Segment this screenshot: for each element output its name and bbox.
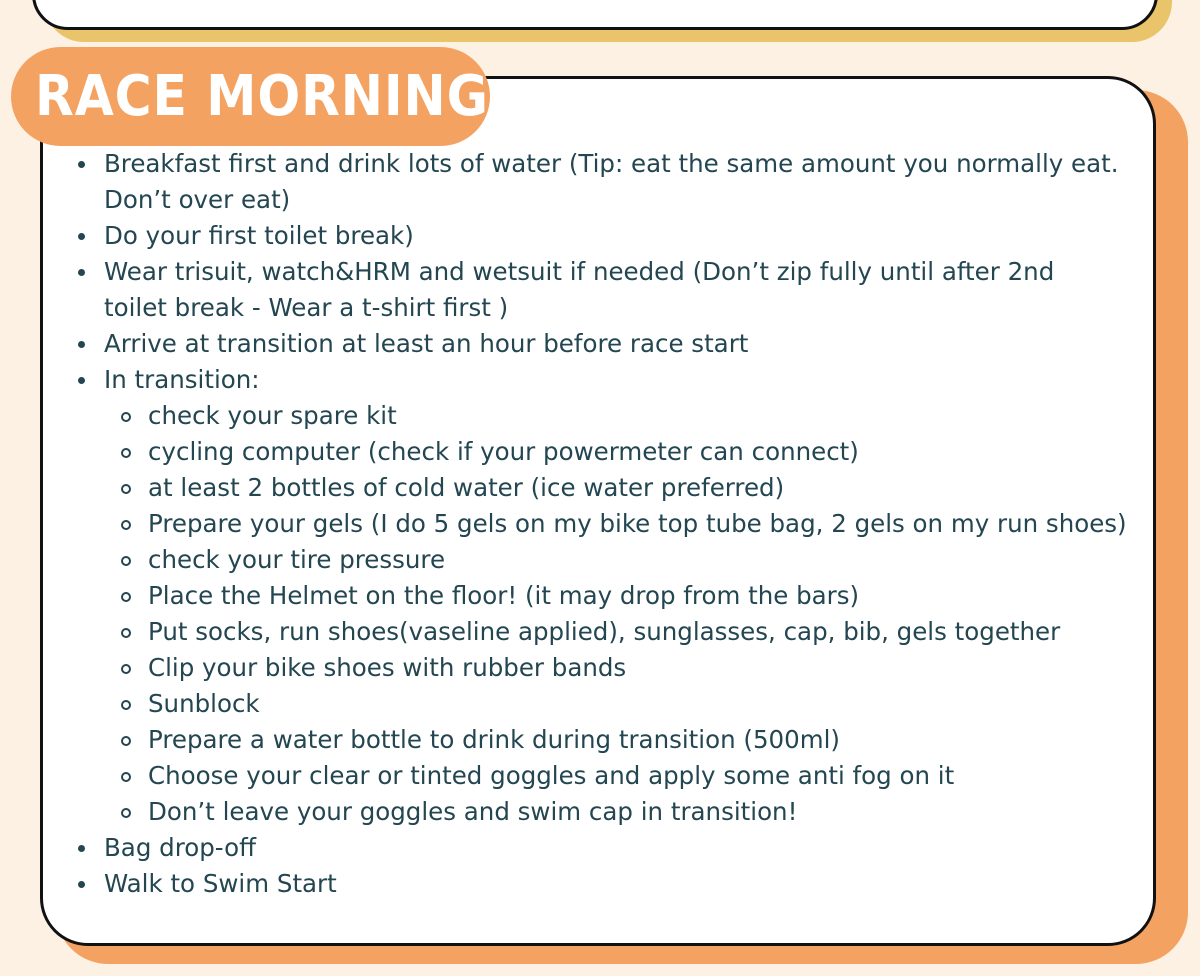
circle-bullet-icon <box>121 808 131 818</box>
circle-bullet-icon <box>121 628 131 638</box>
sub-item-transition-water <box>0 722 1200 758</box>
list-item-text: In transition: <box>104 365 260 394</box>
list-item-bag-drop <box>0 830 1200 866</box>
sub-item-text: Sunblock <box>148 689 260 718</box>
list-item-text: Bag drop-off <box>104 833 256 862</box>
list-item-text: Breakfast first and drink lots of water (Tip: eat the same amount you normally eat. <box>104 149 1119 178</box>
sub-item-text: Clip your bike shoes with rubber bands <box>148 653 627 682</box>
circle-bullet-icon <box>121 520 131 530</box>
bullet-icon <box>78 881 85 888</box>
sub-item-text: at least 2 bottles of cold water (ice water preferred) <box>148 473 785 502</box>
list-item-breakfast <box>0 146 1200 218</box>
list-item-in-transition <box>0 362 1200 398</box>
circle-bullet-icon <box>121 736 131 746</box>
bullet-icon <box>78 377 85 384</box>
list-item-text: Arrive at transition at least an hour before race start <box>104 329 749 358</box>
bullet-icon <box>78 341 85 348</box>
sub-item-text: Don’t leave your goggles and swim cap in transition! <box>148 797 798 826</box>
list-item-text: Walk to Swim Start <box>104 869 337 898</box>
race-morning-checklist <box>0 146 1200 902</box>
sub-item-text: Prepare your gels (I do 5 gels on my bike top tube bag, 2 gels on my run shoes) <box>148 509 1127 538</box>
list-item-wear-trisuit <box>0 254 1200 326</box>
bullet-icon <box>78 233 85 240</box>
sub-item-gels <box>0 506 1200 542</box>
sub-item-run-gear <box>0 614 1200 650</box>
sub-item-helmet <box>0 578 1200 614</box>
list-item-text: toilet break - Wear a t-shirt first ) <box>104 293 509 322</box>
sub-item-text: Prepare a water bottle to drink during transition (500ml) <box>148 725 840 754</box>
section-title: RACE MORNING <box>35 63 489 129</box>
circle-bullet-icon <box>121 664 131 674</box>
circle-bullet-icon <box>121 592 131 602</box>
list-item-text: Wear trisuit, watch&HRM and wetsuit if needed (Don’t zip fully until after 2nd <box>104 257 1055 286</box>
sub-item-text: cycling computer (check if your powermeter can connect) <box>148 437 859 466</box>
sub-item-bike-shoes <box>0 650 1200 686</box>
sub-item-text: check your spare kit <box>148 401 397 430</box>
list-item-arrive-transition <box>0 326 1200 362</box>
sub-item-cycling-computer <box>0 434 1200 470</box>
sub-item-water-bottles <box>0 470 1200 506</box>
section-title-badge <box>11 47 490 146</box>
circle-bullet-icon <box>121 484 131 494</box>
bullet-icon <box>78 161 85 168</box>
previous-card <box>32 0 1158 30</box>
circle-bullet-icon <box>121 772 131 782</box>
circle-bullet-icon <box>121 448 131 458</box>
bullet-icon <box>78 845 85 852</box>
circle-bullet-icon <box>121 412 131 422</box>
circle-bullet-icon <box>121 556 131 566</box>
sub-item-text: Choose your clear or tinted goggles and apply some anti fog on it <box>148 761 955 790</box>
bullet-icon <box>78 269 85 276</box>
list-item-text: Don’t over eat) <box>104 185 291 214</box>
list-item-walk-to-swim <box>0 866 1200 902</box>
sub-item-tire-pressure <box>0 542 1200 578</box>
sub-item-spare-kit <box>0 398 1200 434</box>
sub-item-text: check your tire pressure <box>148 545 446 574</box>
list-item-text: Do your first toilet break) <box>104 221 414 250</box>
sub-item-text: Place the Helmet on the floor! (it may drop from the bars) <box>148 581 860 610</box>
sub-item-swim-cap <box>0 794 1200 830</box>
list-item-toilet-break <box>0 218 1200 254</box>
sub-item-text: Put socks, run shoes(vaseline applied), sunglasses, cap, bib, gels together <box>148 617 1061 646</box>
sub-item-goggles <box>0 758 1200 794</box>
sub-item-sunblock <box>0 686 1200 722</box>
circle-bullet-icon <box>121 700 131 710</box>
